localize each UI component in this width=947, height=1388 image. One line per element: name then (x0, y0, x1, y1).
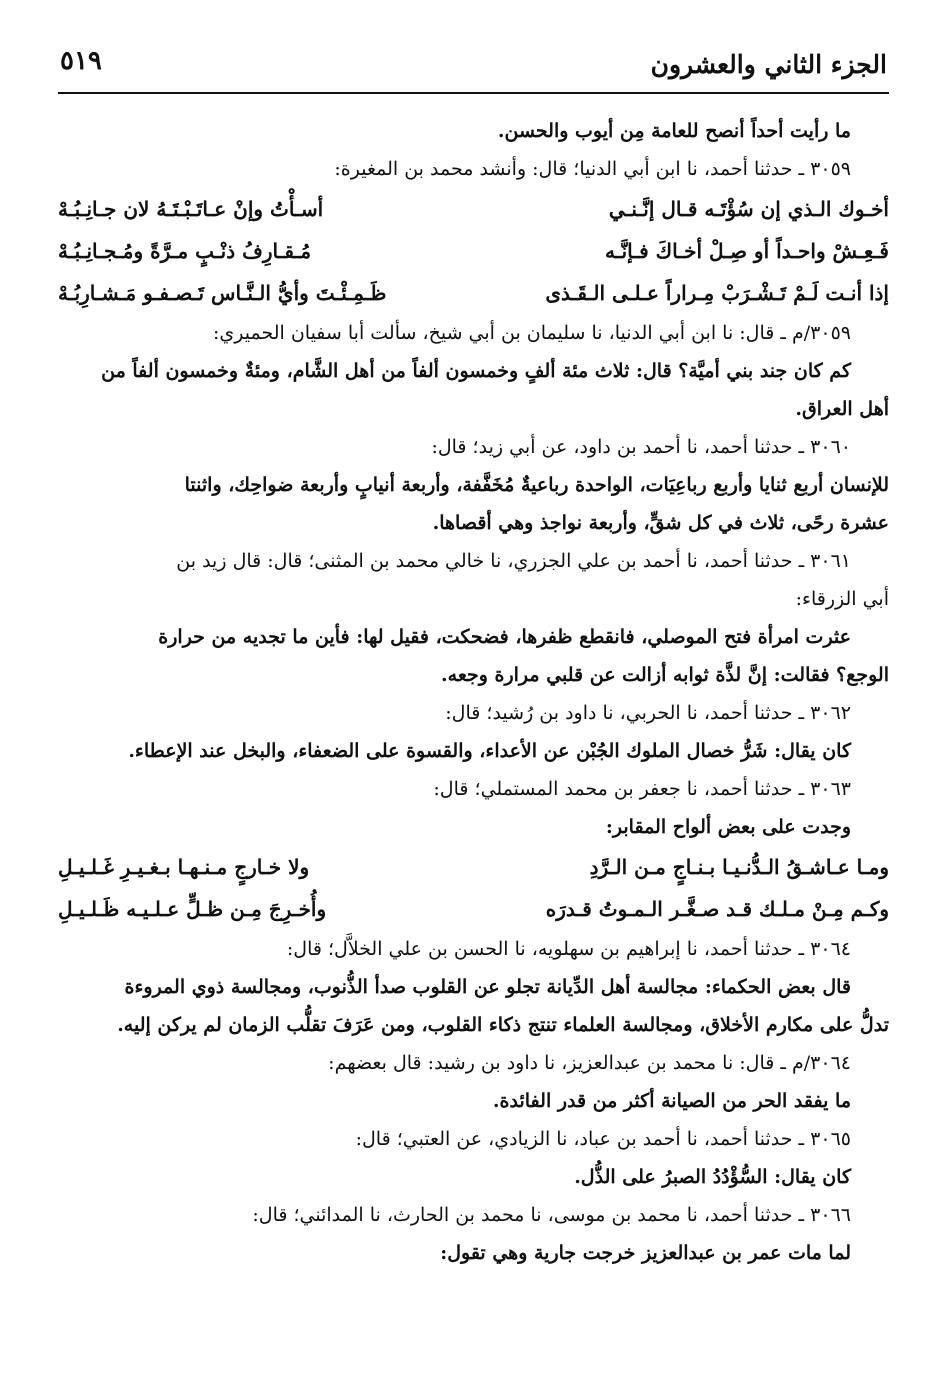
verse-second-hemistich: أسـأْتُ وإنْ عـاتَـبْـتَـهُ لان جـانِـبُـهْ (58, 197, 324, 221)
narration-chain: ٣٠٥٩/م ـ قال: نا ابن أبي الدنيا، نا سليمان بن أبي شيخ، سألت أبا سفيان الحميري: (212, 322, 851, 344)
page-number: ٥١٩ (60, 46, 102, 76)
narration-chain: ٣٠٦٢ ـ حدثنا أحمد، نا الحربي، نا داود بن رُشيد؛ قال: (445, 702, 851, 724)
text-line: لما مات عمر بن عبدالعزيز خرجت جارية وهي تقول: (440, 1242, 851, 1264)
verse-second-hemistich: مُـقـارِفُ ذنْـبٍ مـرَّةً ومُـجـانِـبُـهْ (58, 239, 312, 263)
verse-line (58, 272, 889, 314)
verse-first-hemistich: فَـعِـشْ واحـداً أو صِـلْ أخـاكَ فـإنَّـه (605, 239, 889, 263)
narration-chain: ٣٠٦٥ ـ حدثنا أحمد، نا أحمد بن عباد، نا الزيادي، عن العتبي؛ قال: (355, 1128, 851, 1150)
narration-chain: ٣٠٦٠ ـ حدثنا أحمد، نا أحمد بن داود، عن أبي زيد؛ قال: (431, 436, 851, 458)
verse-line (58, 846, 889, 888)
page-body (58, 112, 889, 1272)
text-line: أهل العراق. (795, 398, 889, 420)
text-line: كان يقال: شَرُّ خصال الملوك الجُبْن عن الأعداء، والقسوة على الضعفاء، والبخل عند الإعطاء. (128, 740, 851, 762)
text-line: ما رأيت أحداً أنصح للعامة مِن أيوب والحسن. (497, 120, 851, 142)
header-rule (58, 92, 889, 94)
narration-chain: أبي الزرقاء: (795, 588, 889, 610)
narration-chain: ٣٠٦٦ ـ حدثنا أحمد، نا محمد بن موسى، نا محمد بن الحارث، نا المدائني؛ قال: (252, 1204, 851, 1226)
narration-chain: ٣٠٦٣ ـ حدثنا أحمد، نا جعفر بن محمد المستملي؛ قال: (433, 778, 851, 800)
text-line: الوجع؟ فقالت: إنَّ لذَّة ثوابه أزالت عن قلبي مرارة وجعه. (441, 664, 889, 686)
verse-first-hemistich: أخـوك الـذي إن سُؤْتَـه قـال إنَّـنـي (608, 197, 889, 221)
running-header-title: الجزء الثاني والعشرون (650, 50, 887, 79)
narration-chain: ٣٠٦٤/م ـ قال: نا محمد بن عبدالعزيز، نا داود بن رشيد: قال بعضهم: (328, 1052, 851, 1074)
text-line: كم كان جند بني أميَّة؟ قال: ثلاث مئة ألفٍ وخمسون ألفاً من أهل الشَّام، ومئةٌ وخمسون ألفاً من (101, 360, 851, 382)
text-line: وجدت على بعض ألواح المقابر: (605, 816, 851, 838)
verse-second-hemistich: ظَـمِـئْـتَ وأيُّ الـنَّـاس تَـصـفـو مَـشـارِبُـهْ (58, 281, 387, 305)
text-line: قال بعض الحكماء: مجالسة أهل الدِّيانة تجلو عن القلوب صدأ الذُّنوب، ومجالسة ذوي المروءة (124, 976, 851, 998)
narration-chain: ٣٠٦٤ ـ حدثنا أحمد، نا إبراهيم بن سهلويه، نا الحسن بن علي الخلاَّل؛ قال: (286, 938, 851, 960)
narration-chain: ٣٠٦١ ـ حدثنا أحمد، نا أحمد بن علي الجزري، نا خالي محمد بن المثنى؛ قال: قال زيد بن (176, 550, 851, 572)
narration-chain: ٣٠٥٩ ـ حدثنا أحمد، نا ابن أبي الدنيا؛ قال: وأنشد محمد بن المغيرة: (334, 158, 851, 180)
verse-line (58, 230, 889, 272)
text-line: عشرة رحًى، ثلاث في كل شقٍّ، وأربعة نواجذ وهي أقصاها. (432, 512, 889, 534)
verse-line (58, 188, 889, 230)
text-line: تدلُّ على مكارم الأخلاق، ومجالسة العلماء تنتج ذكاء القلوب، ومن عَرَفَ تقلُّب الزمان لم يركن إليه. (117, 1014, 889, 1036)
text-line: كان يقال: السُّؤْدُدُ الصبرُ على الذُّل. (574, 1166, 851, 1188)
text-line: عثرت امرأة فتح الموصلي، فانقطع ظفرها، فضحكت، فقيل لها: فأين ما تجديه من حرارة (158, 626, 851, 648)
text-line: ما يفقد الحر من الصيانة أكثر من قدر الفائدة. (492, 1090, 851, 1112)
verse-second-hemistich: ولا خـارجٍ مـنـهـا بـغـيـرِ غَـلـيـلِ (58, 855, 310, 879)
verse-first-hemistich: إذا أنـت لَـمْ تَـشْـرَبْ مِـراراً عـلـى الـقَـذى (545, 281, 889, 305)
verse-second-hemistich: وأُخـرِجَ مِـن ظـلٍّ عـلـيـه ظَـلـيـلِ (58, 897, 327, 921)
verse-first-hemistich: وكـم مِـنْ مـلـك قـد صـغَّـر الـمـوتُ قـدرَه (545, 897, 889, 921)
verse-first-hemistich: ومـا عـاشـقُ الـدُّنـيـا بـنـاجٍ مـن الـرَّدِ (589, 855, 889, 879)
text-line: للإنسان أربع ثنايا وأربع رباعِيَات، الواحدة رباعيةٌ مُخَفَّفة، وأربعة أنيابٍ وأربعة ضواحِك، واثنتا (184, 474, 889, 496)
verse-line (58, 888, 889, 930)
